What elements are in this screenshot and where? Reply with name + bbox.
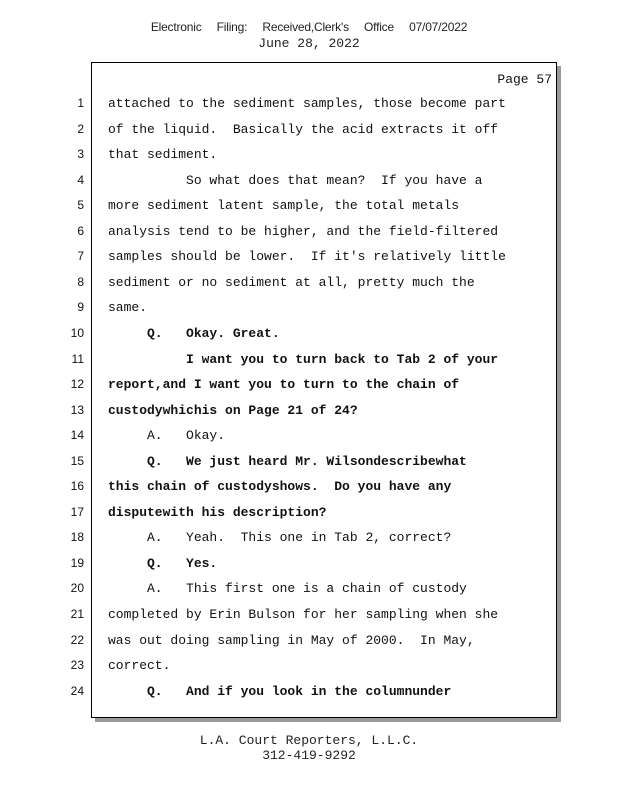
- line-number: 1: [77, 96, 84, 110]
- line-text: sediment or no sediment at all, pretty much the: [108, 275, 475, 290]
- footer-phone: 312-419-9292: [262, 748, 356, 763]
- line-number: 19: [70, 556, 84, 570]
- line-number: 4: [77, 173, 84, 187]
- line-number: 6: [77, 224, 84, 238]
- line-number: 24: [70, 684, 84, 698]
- line-number: 11: [71, 352, 84, 366]
- line-text: samples should be lower. If it's relatively little: [108, 249, 506, 264]
- line-text: of the liquid. Basically the acid extracts it off: [108, 122, 499, 137]
- line-text: So what does that mean? If you have a: [108, 173, 483, 188]
- line-text: report,and I want you to turn to the chain of: [108, 377, 460, 392]
- line-text: A. This first one is a chain of custody: [108, 581, 467, 596]
- line-number: 16: [70, 479, 84, 493]
- line-text: that sediment.: [108, 147, 218, 162]
- line-text: custodywhichis on Page 21 of 24?: [108, 403, 358, 418]
- stamp-received-clerks: Received,Clerk's: [262, 20, 349, 34]
- stamp-electronic: Electronic: [150, 20, 202, 34]
- transcript-date: June 28, 2022: [258, 36, 360, 51]
- line-text: was out doing sampling in May of 2000. In May,: [108, 633, 475, 648]
- line-number: 18: [70, 530, 84, 544]
- line-number: 15: [70, 454, 84, 468]
- page-number: Page 57: [497, 72, 552, 87]
- line-number: 21: [70, 607, 84, 621]
- line-text: analysis tend to be higher, and the field-filtered: [108, 224, 499, 239]
- line-text: Q. And if you look in the columnunder: [108, 684, 452, 699]
- line-number: 9: [77, 300, 84, 314]
- line-text: Q. Yes.: [108, 556, 218, 571]
- line-number: 13: [70, 403, 84, 417]
- line-number: 23: [70, 658, 84, 672]
- line-text: A. Okay.: [108, 428, 226, 443]
- line-number: 22: [70, 633, 84, 647]
- line-number: 8: [77, 275, 84, 289]
- stamp-date: 07/07/2022: [409, 20, 468, 34]
- line-text: disputewith his description?: [108, 505, 327, 520]
- line-text: completed by Erin Bulson for her sampling when she: [108, 607, 499, 622]
- line-number: 5: [77, 198, 84, 212]
- line-text: same.: [108, 300, 148, 315]
- line-number: 7: [77, 249, 84, 263]
- line-text: A. Yeah. This one in Tab 2, correct?: [108, 530, 452, 545]
- line-text: I want you to turn back to Tab 2 of your: [108, 352, 499, 367]
- line-number: 2: [77, 122, 84, 136]
- footer-company: L.A. Court Reporters, L.L.C.: [199, 733, 419, 748]
- line-text: attached to the sediment samples, those become part: [108, 96, 506, 111]
- line-text: this chain of custodyshows. Do you have any: [108, 479, 452, 494]
- line-number: 12: [70, 377, 84, 391]
- line-text: correct.: [108, 658, 171, 673]
- line-number: 14: [70, 428, 84, 442]
- stamp-filing: Filing:: [216, 20, 248, 34]
- line-text: Q. We just heard Mr. Wilsondescribewhat: [108, 454, 467, 469]
- line-number: 20: [70, 581, 84, 595]
- line-text: Q. Okay. Great.: [108, 326, 280, 341]
- stamp-office: Office: [364, 20, 394, 34]
- line-number: 10: [70, 326, 84, 340]
- line-number: 17: [70, 505, 84, 519]
- filing-stamp: [0, 20, 618, 34]
- line-number: 3: [77, 147, 84, 161]
- line-text: more sediment latent sample, the total metals: [108, 198, 460, 213]
